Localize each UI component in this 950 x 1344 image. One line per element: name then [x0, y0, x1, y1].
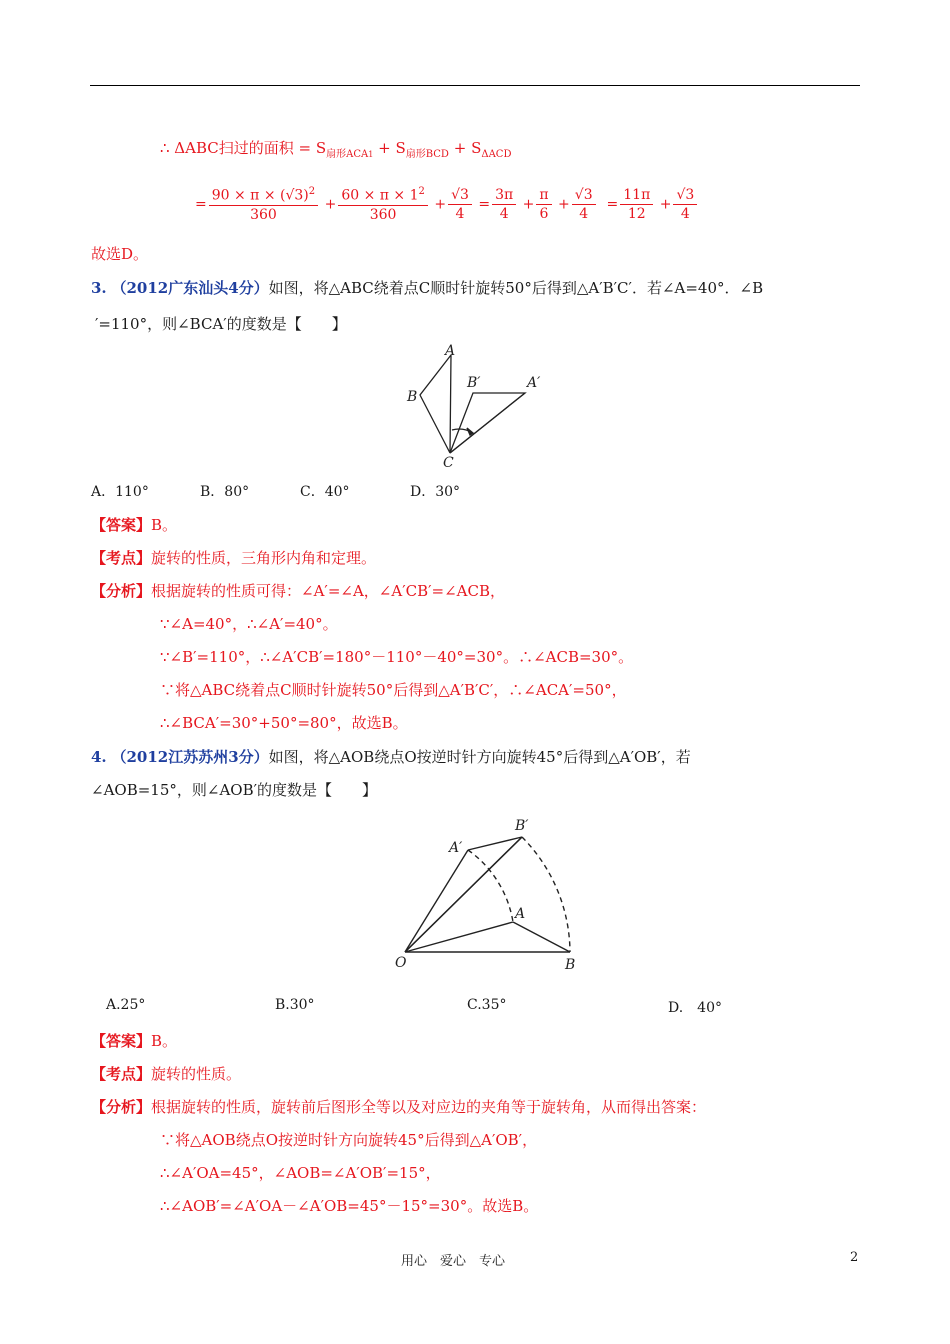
area-expression: ∴ ΔABC扫过的面积 = $S_{扇形ACA1} + S_{扇形BCD} + S_{\Delta ACD}$ [160, 139, 512, 160]
q3-stem-line2: ′=110°，则∠BCA′的度数是【 】 [95, 315, 347, 333]
q3-option-c: C．40° [300, 484, 350, 500]
q4-analysis-line1: 【分析】根据旋转的性质，旋转前后图形全等以及对应边的夹角等于旋转角，从而得出答案： [91, 1098, 707, 1116]
fraction-2: $\frac{60 \times \pi \times 1^2}{360}$ [338, 186, 428, 223]
page-number: 2 [850, 1250, 859, 1265]
fraction-1: $\frac{90 \times \pi \times (√3)^2}{360}$ [209, 186, 318, 223]
q3-label-a: A [445, 343, 456, 359]
q3-analysis-line2: ∵∠A=40°，∴∠A′=40°。 [160, 615, 338, 633]
rotation-arrowhead [467, 428, 473, 435]
q4-point: 【考点】旋转的性质。 [91, 1065, 242, 1083]
prev-choice: 故选D。 [91, 245, 149, 263]
fraction-3: $\frac{√3}{4}$ [448, 187, 472, 222]
segment-apbp [468, 837, 522, 850]
dashed-arc-b [522, 837, 570, 952]
q3-analysis-line4: ∵将△ABC绕着点C顺时针旋转50°后得到△A′B′C′，∴∠ACA′=50°， [160, 681, 627, 699]
fraction-7: $\frac{11\pi}{12}$ [620, 187, 653, 222]
q3-answer: 【答案】B。 [91, 516, 178, 534]
q3-analysis-line5: ∴∠BCA′=30°+50°=80°，故选B。 [160, 714, 408, 732]
q4-label-aprime: A′ [449, 840, 463, 856]
q3-stem-line1: 3. （2012广东汕头4分）如图，将△ABC绕着点C顺时针旋转50°后得到△A′B′C′．若∠A=40°．∠B [91, 279, 764, 297]
q4-stem-line1: 4. （2012江苏苏州3分）如图，将△AOB绕点O按逆时针方向旋转45°后得到△A′OB′，若 [91, 748, 691, 766]
q3-label-aprime: A′ [527, 375, 541, 391]
q4-label-o: O [395, 955, 407, 971]
q3-label-c: C [443, 455, 454, 471]
fraction-4: $\frac{3\pi}{4}$ [492, 187, 516, 222]
q4-analysis-line2: ∵将△AOB绕点O按逆时针方向旋转45°后得到△A′OB′， [160, 1131, 538, 1149]
q3-option-a: A．110° [91, 484, 149, 500]
segment-ab [513, 922, 570, 952]
q4-option-d: D. 40° [668, 1000, 722, 1016]
q4-label-bprime: B′ [515, 818, 529, 834]
fraction-6: $\frac{√3}{4}$ [572, 187, 596, 222]
q3-label-bprime: B′ [467, 375, 481, 391]
q3-option-d: D．30° [410, 484, 461, 500]
q4-option-b: B.30° [275, 997, 315, 1013]
q4-option-c: C.35° [467, 997, 507, 1013]
q4-analysis-line4: ∴∠AOB′=∠A′OA－∠A′OB=45°－15°=30°。故选B。 [160, 1197, 539, 1215]
q3-point: 【考点】旋转的性质，三角形内角和定理。 [91, 549, 377, 567]
q3-analysis-line1: 【分析】根据旋转的性质可得：∠A′=∠A，∠A′CB′=∠ACB， [91, 582, 505, 600]
header-rule [90, 85, 860, 86]
q3-analysis-line3: ∵∠B′=110°，∴∠A′CB′=180°－110°－40°=30°。∴∠ACB=30°。 [160, 648, 634, 666]
q4-label-b: B [565, 957, 576, 973]
area-equation: = $\frac{90 \times \pi \times (√3)^2}{360}$ + $\frac{60 \times \pi \times 1^2}{360}$ + $\frac{√3}{4}$ = $\frac{3\pi}{4}$ + $\frac{\pi}{6}$ + $\frac{√3}{4}$ = $\frac{11\pi}{12}$ + $\frac{√3}{4}$ [195, 186, 699, 223]
q4-label-a: A [515, 906, 526, 922]
triangle-abc [420, 355, 451, 453]
q4-analysis-line3: ∴∠A′OA=45°，∠AOB=∠A′OB′=15°， [160, 1164, 441, 1182]
dashed-arc-a [468, 850, 513, 922]
q3-rotation-figure [395, 335, 565, 475]
fraction-5: $\frac{\pi}{6}$ [536, 187, 551, 222]
q4-rotation-figure [385, 812, 595, 977]
q4-option-a: A.25° [106, 997, 146, 1013]
q3-label-b: B [407, 389, 418, 405]
fraction-8: $\frac{√3}{4}$ [673, 187, 697, 222]
q4-answer: 【答案】B。 [91, 1032, 178, 1050]
q4-stem-line2: ∠AOB=15°，则∠AOB′的度数是【 】 [91, 781, 378, 799]
q3-option-b: B．80° [200, 484, 250, 500]
footer-motto: 用心 爱心 专心 [401, 1254, 506, 1269]
